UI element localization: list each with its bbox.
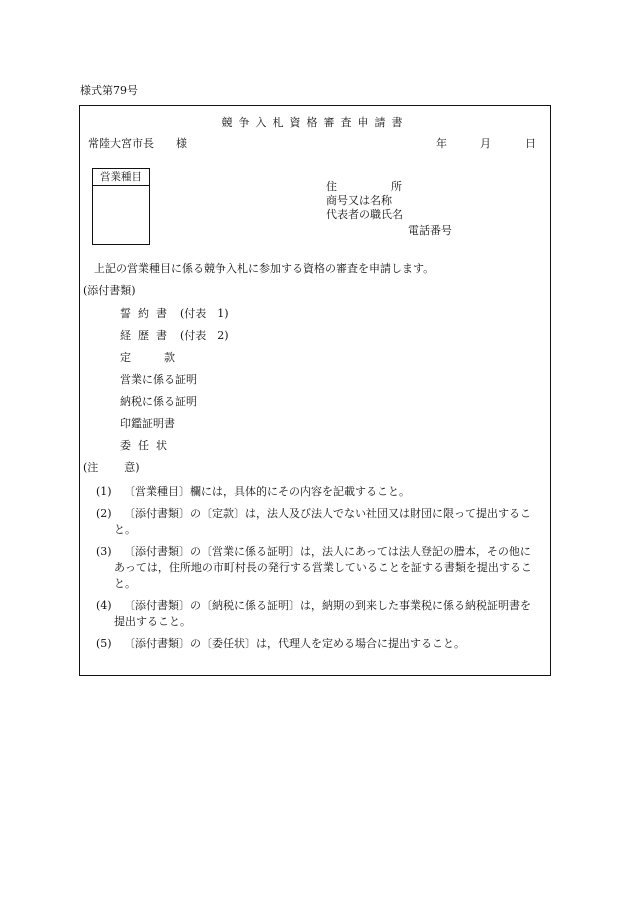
- note-item: [96, 544, 536, 592]
- attachments-list: [120, 306, 229, 460]
- attachment-item: [120, 328, 229, 350]
- note-item: [96, 506, 536, 538]
- date-fields: [436, 137, 536, 151]
- note-number: (1): [96, 485, 112, 498]
- addressee-honorific: 様: [176, 137, 187, 150]
- notes-heading: [83, 461, 140, 475]
- note-item: [96, 636, 536, 652]
- note-item: [96, 598, 536, 630]
- attachments-heading: (添付書類): [83, 284, 136, 297]
- note-item: [96, 484, 536, 500]
- note-text: 〔営業種目〕欄には，具体的にその内容を記載すること。: [124, 485, 410, 498]
- attachment-name: 定款: [120, 351, 208, 364]
- attachment-name: 経歴書: [120, 329, 174, 342]
- industry-box: [92, 168, 150, 245]
- attachment-item: [120, 438, 229, 460]
- form-title: 競争入札資格審査申請書: [221, 116, 409, 129]
- industry-box-label: 営業種目: [93, 169, 149, 186]
- addressee: [88, 137, 187, 151]
- attachment-item: [120, 416, 229, 438]
- note-text: 〔添付書類〕の〔営業に係る証明〕は，法人にあっては法人登記の謄本，その他にあっては，住所地の市町村長の発行する営業していることを証する書類を提出すること。: [114, 545, 532, 590]
- date-year-label: 年: [436, 137, 447, 150]
- note-text: 〔添付書類〕の〔委任状〕は，代理人を定める場合に提出すること。: [124, 637, 465, 650]
- note-number: (5): [96, 637, 112, 650]
- application-statement: 上記の営業種目に係る競争入札に参加する資格の審査を申請します。: [94, 262, 435, 275]
- notes-list: [96, 484, 536, 658]
- attachment-name: 委任状: [120, 439, 174, 452]
- attachment-item: [120, 394, 229, 416]
- attachment-note: (付表 1): [180, 307, 229, 320]
- addressee-name: 常陸大宮市長: [88, 137, 154, 150]
- attachment-name: 印鑑証明書: [120, 417, 175, 430]
- attachment-name: 営業に係る証明: [120, 373, 197, 386]
- note-text: 〔添付書類〕の〔納税に係る証明〕は，納期の到来した事業税に係る納税証明書を提出すること。: [114, 599, 531, 628]
- applicant-phone-label: 電話番号: [408, 224, 452, 237]
- attachment-item: [120, 372, 229, 394]
- date-month-label: 月: [480, 137, 491, 150]
- note-text: 〔添付書類〕の〔定款〕は，法人及び法人でない社団又は財団に限って提出すること。: [114, 507, 531, 536]
- attachment-item: [120, 350, 229, 372]
- date-day-label: 日: [525, 137, 536, 150]
- note-number: (3): [96, 545, 112, 558]
- applicant-representative-label: 代表者の職氏名: [326, 208, 403, 221]
- applicant-address-row: [326, 180, 452, 194]
- note-number: (2): [96, 507, 112, 520]
- attachment-item: [120, 306, 229, 328]
- applicant-address-label-1: 住: [326, 180, 337, 193]
- form-number: 様式第79号: [80, 84, 138, 97]
- notes-heading-close: 意): [124, 461, 140, 474]
- attachment-name: 誓約書: [120, 307, 174, 320]
- notes-heading-open: (注: [83, 461, 99, 474]
- applicant-trade-name-label: 商号又は名称: [326, 194, 392, 207]
- attachment-note: (付表 2): [180, 329, 229, 342]
- applicant-fields: [326, 180, 452, 238]
- attachment-name: 納税に係る証明: [120, 395, 197, 408]
- application-form-frame: [79, 105, 551, 676]
- applicant-address-label-2: 所: [391, 180, 402, 193]
- note-number: (4): [96, 599, 112, 612]
